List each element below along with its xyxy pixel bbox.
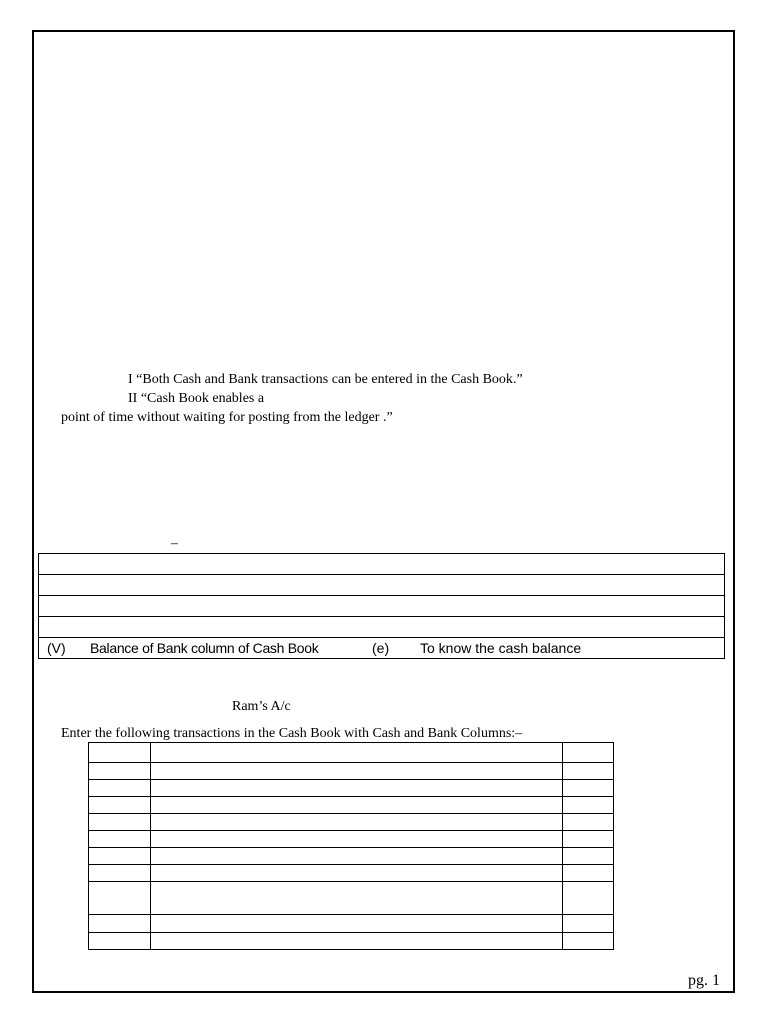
match-roman-numeral: (V) — [47, 640, 66, 656]
match-left-text: Balance of Bank column of Cash Book — [90, 640, 319, 656]
table-row — [89, 848, 614, 865]
statement-two: II “Cash Book enables a — [128, 391, 265, 406]
table-row — [89, 831, 614, 848]
match-heading-dash: – — [171, 536, 178, 551]
table-row — [89, 743, 614, 763]
match-row — [39, 617, 725, 638]
statement-two-continued: point of time without waiting for posting from the ledger .” — [61, 410, 393, 425]
match-letter: (e) — [372, 640, 390, 656]
page-number: pg. 1 — [688, 972, 720, 989]
statement-one: I “Both Cash and Bank transactions can be entered in the Cash Book.” — [128, 372, 523, 387]
instruction-text: Enter the following transactions in the Cash Book with Cash and Bank Columns:– — [61, 726, 523, 741]
match-row — [39, 638, 725, 659]
table-row — [89, 865, 614, 882]
match-row — [39, 554, 725, 575]
table-row — [89, 882, 614, 915]
transactions-table — [88, 742, 614, 950]
table-row — [89, 763, 614, 780]
account-title: Ram’s A/c — [232, 699, 291, 714]
match-row — [39, 596, 725, 617]
table-row — [89, 797, 614, 814]
table-row — [89, 780, 614, 797]
match-row — [39, 575, 725, 596]
match-table — [38, 553, 725, 659]
match-right-text: To know the cash balance — [420, 640, 582, 656]
table-row — [89, 933, 614, 950]
table-row — [89, 915, 614, 933]
table-row — [89, 814, 614, 831]
